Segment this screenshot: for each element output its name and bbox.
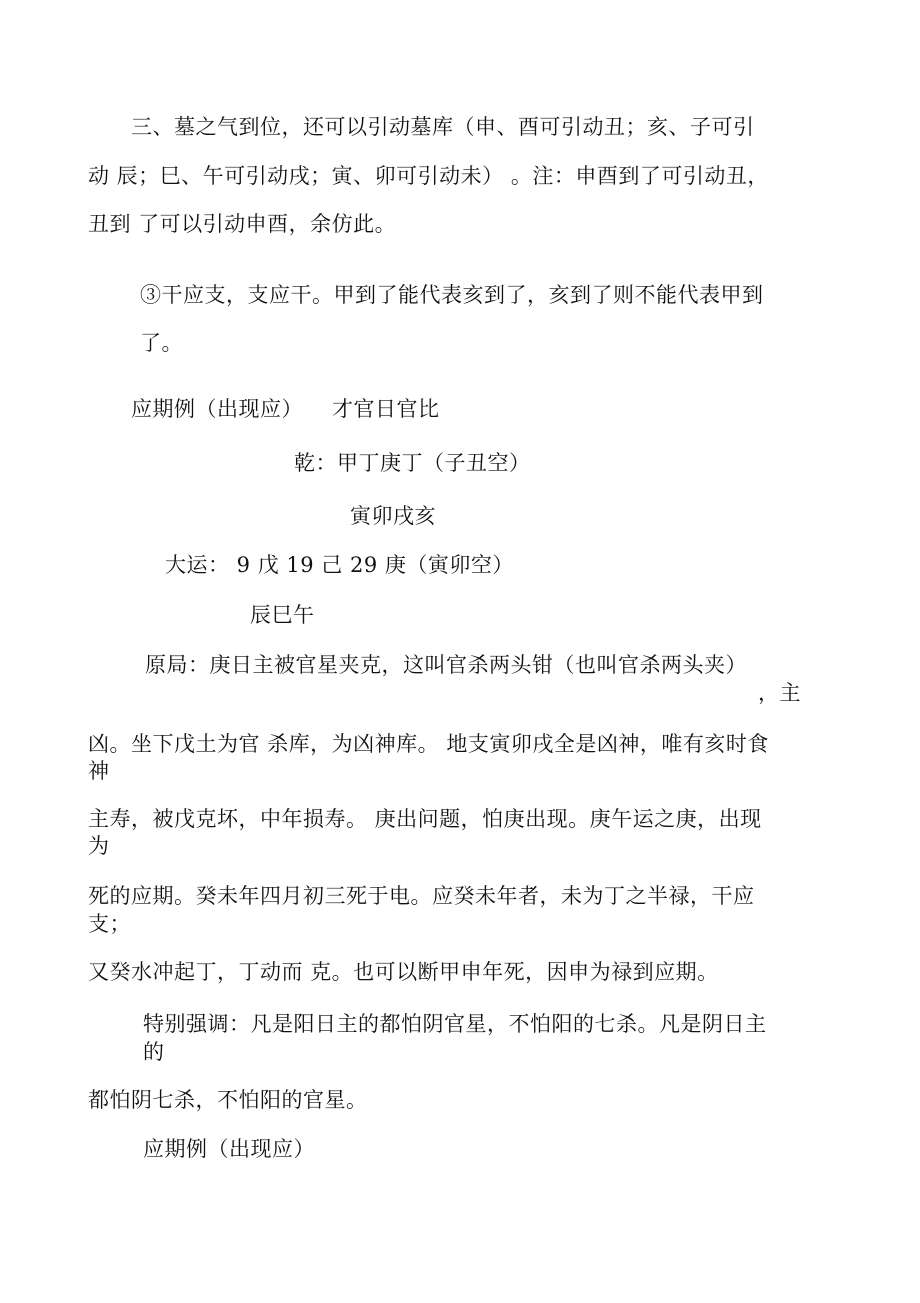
rule-three-line-1: ③干应支，支应干。甲到了能代表亥到了，亥到了则不能代表甲到 <box>140 283 764 307</box>
rule-three-line-2: 了。 <box>140 331 183 355</box>
section-three-line-2: 动 辰；巳、午可引动戌；寅、卯可引动未） 。注：申酉到了可引动丑， <box>88 164 769 188</box>
emphasis-line-1-wrap: 的 <box>143 1040 165 1064</box>
luck-pillars-stems: 大运： 9 戊 19 己 29 庚（寅卯空） <box>165 553 514 577</box>
ten-gods-row: 才官日官比 <box>332 397 440 421</box>
analysis-line-1: 原局：庚日主被官星夹克，这叫官杀两头钳（也叫官杀两头夹） <box>145 653 747 677</box>
analysis-line-2: 凶。坐下戊土为官 杀库，为凶神库。 地支寅卯戌全是凶神，唯有亥时食 <box>88 732 769 756</box>
analysis-line-3: 主寿，被戊克坏，中年损寿。 庚出问题，怕庚出现。庚午运之庚，出现 <box>88 807 762 831</box>
luck-pillars-branches: 辰巳午 <box>250 603 315 627</box>
analysis-line-4-wrap: 支； <box>88 912 131 936</box>
analysis-line-3-wrap: 为 <box>88 834 110 858</box>
analysis-line-2-wrap: 神 <box>88 759 110 783</box>
analysis-line-5: 又癸水冲起丁，丁动而 克。也可以断甲申年死，因申为禄到应期。 <box>88 960 719 984</box>
emphasis-line-2: 都怕阴七杀，不怕阳的官星。 <box>88 1088 368 1112</box>
section-three-line-3: 丑到 了可以引动申酉，余仿此。 <box>88 212 397 236</box>
analysis-line-1-tail: ，主 <box>758 681 801 705</box>
section-three-line-1: 三、墓之气到位，还可以引动墓库（申、酉可引动丑；亥、子可引 <box>131 115 755 139</box>
emphasis-line-1: 特别强调：凡是阳日主的都怕阴官星，不怕阳的七杀。凡是阴日主 <box>143 1012 767 1036</box>
heavenly-stems-row: 乾：甲丁庚丁（子丑空） <box>294 451 531 475</box>
example-heading: 应期例（出现应） <box>131 397 303 421</box>
earthly-branches-row: 寅卯戌亥 <box>350 504 436 528</box>
example-heading-2: 应期例（出现应） <box>143 1137 315 1161</box>
analysis-line-4: 死的应期。癸未年四月初三死于电。应癸未年者，未为丁之半禄，干应 <box>88 884 755 908</box>
